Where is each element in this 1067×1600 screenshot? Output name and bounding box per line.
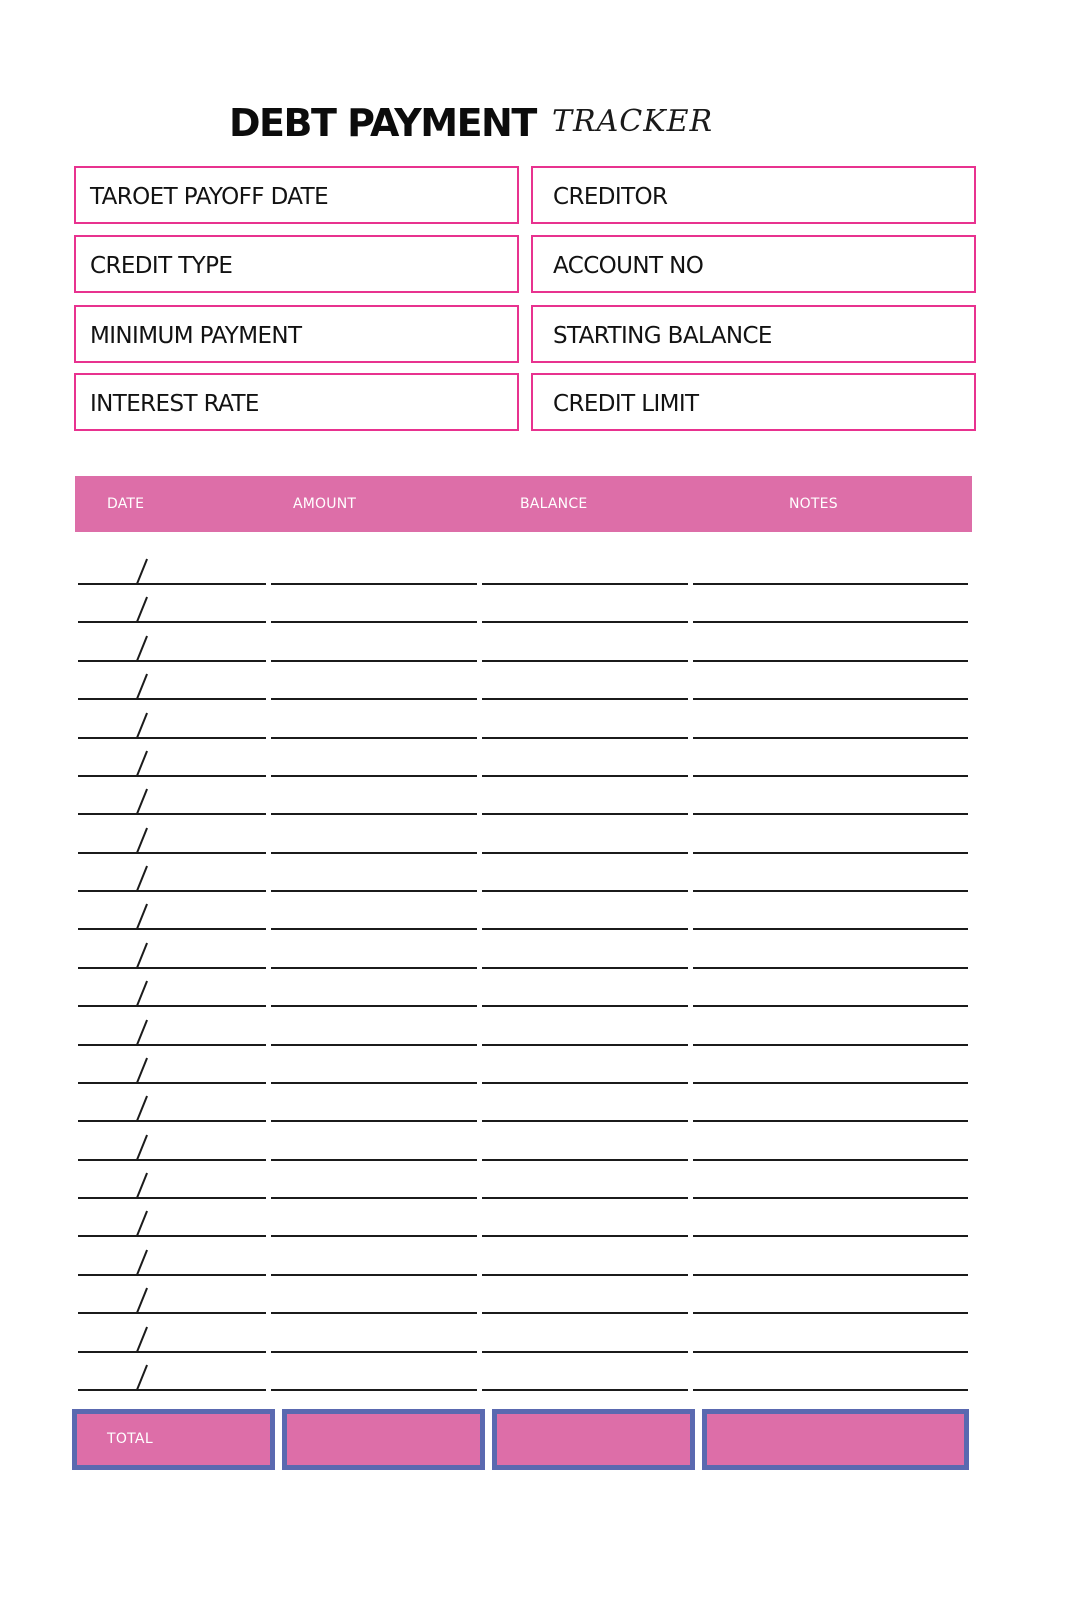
notes-entry-line[interactable] — [693, 1044, 968, 1046]
amount-entry-line[interactable] — [271, 660, 477, 662]
notes-entry-line[interactable] — [693, 928, 968, 930]
creditor-field[interactable] — [531, 166, 976, 224]
notes-entry-line[interactable] — [693, 1159, 968, 1161]
balance-entry-line[interactable] — [482, 1197, 688, 1199]
date-separator-slash — [136, 674, 148, 700]
column-header-date: DATE — [107, 496, 145, 512]
notes-entry-line[interactable] — [693, 1235, 968, 1237]
date-entry-line[interactable] — [78, 737, 266, 739]
balance-entry-line[interactable] — [482, 890, 688, 892]
balance-entry-line[interactable] — [482, 1120, 688, 1122]
date-separator-slash — [136, 1058, 148, 1084]
balance-entry-line[interactable] — [482, 698, 688, 700]
amount-entry-line[interactable] — [271, 852, 477, 854]
date-separator-slash — [136, 943, 148, 969]
date-entry-line[interactable] — [78, 621, 266, 623]
date-entry-line[interactable] — [78, 698, 266, 700]
notes-entry-line[interactable] — [693, 1005, 968, 1007]
notes-entry-line[interactable] — [693, 890, 968, 892]
date-entry-line[interactable] — [78, 928, 266, 930]
date-entry-line[interactable] — [78, 1082, 266, 1084]
amount-entry-line[interactable] — [271, 928, 477, 930]
date-entry-line[interactable] — [78, 1351, 266, 1353]
notes-entry-line[interactable] — [693, 660, 968, 662]
notes-entry-line[interactable] — [693, 967, 968, 969]
date-entry-line[interactable] — [78, 1197, 266, 1199]
date-entry-line[interactable] — [78, 1044, 266, 1046]
column-header-amount: AMOUNT — [293, 496, 357, 512]
total-cell-notes[interactable] — [702, 1409, 969, 1470]
amount-entry-line[interactable] — [271, 583, 477, 585]
starting-balance-label: STARTING BALANCE — [553, 323, 772, 349]
table-header — [75, 476, 972, 532]
balance-entry-line[interactable] — [482, 813, 688, 815]
date-entry-line[interactable] — [78, 1312, 266, 1314]
balance-entry-line[interactable] — [482, 1159, 688, 1161]
date-entry-line[interactable] — [78, 1235, 266, 1237]
amount-entry-line[interactable] — [271, 1351, 477, 1353]
balance-entry-line[interactable] — [482, 1082, 688, 1084]
total-cell-balance[interactable] — [492, 1409, 695, 1470]
date-separator-slash — [136, 1096, 148, 1122]
notes-entry-line[interactable] — [693, 583, 968, 585]
balance-entry-line[interactable] — [482, 1044, 688, 1046]
notes-entry-line[interactable] — [693, 698, 968, 700]
notes-entry-line[interactable] — [693, 1389, 968, 1391]
amount-entry-line[interactable] — [271, 1044, 477, 1046]
amount-entry-line[interactable] — [271, 621, 477, 623]
notes-entry-line[interactable] — [693, 737, 968, 739]
total-cell-date — [72, 1409, 275, 1470]
title-subtitle: TRACKER — [552, 104, 714, 139]
date-separator-slash — [136, 789, 148, 815]
amount-entry-line[interactable] — [271, 1005, 477, 1007]
balance-entry-line[interactable] — [482, 1005, 688, 1007]
notes-entry-line[interactable] — [693, 621, 968, 623]
date-separator-slash — [136, 751, 148, 777]
notes-entry-line[interactable] — [693, 1274, 968, 1276]
credit-type-field[interactable] — [74, 235, 519, 293]
date-separator-slash — [136, 636, 148, 662]
balance-entry-line[interactable] — [482, 1235, 688, 1237]
total-cell-amount[interactable] — [282, 1409, 485, 1470]
date-entry-line[interactable] — [78, 967, 266, 969]
balance-entry-line[interactable] — [482, 1351, 688, 1353]
column-header-balance: BALANCE — [520, 496, 588, 512]
date-entry-line[interactable] — [78, 813, 266, 815]
amount-entry-line[interactable] — [271, 1120, 477, 1122]
notes-entry-line[interactable] — [693, 775, 968, 777]
minimum-payment-label: MINIMUM PAYMENT — [90, 323, 302, 349]
amount-entry-line[interactable] — [271, 1274, 477, 1276]
creditor-label: CREDITOR — [553, 184, 668, 210]
amount-entry-line[interactable] — [271, 967, 477, 969]
notes-entry-line[interactable] — [693, 813, 968, 815]
date-separator-slash — [136, 828, 148, 854]
amount-entry-line[interactable] — [271, 1082, 477, 1084]
amount-entry-line[interactable] — [271, 737, 477, 739]
date-separator-slash — [136, 1327, 148, 1353]
date-entry-line[interactable] — [78, 1120, 266, 1122]
balance-entry-line[interactable] — [482, 621, 688, 623]
date-separator-slash — [136, 1250, 148, 1276]
date-separator-slash — [136, 1365, 148, 1391]
date-separator-slash — [136, 1135, 148, 1161]
date-separator-slash — [136, 1173, 148, 1199]
date-separator-slash — [136, 1211, 148, 1237]
notes-entry-line[interactable] — [693, 1082, 968, 1084]
interest-rate-field[interactable] — [74, 373, 519, 431]
date-separator-slash — [136, 1288, 148, 1314]
date-entry-line[interactable] — [78, 852, 266, 854]
starting-balance-field[interactable] — [531, 305, 976, 363]
account-no-label: ACCOUNT NO — [553, 253, 704, 279]
balance-entry-line[interactable] — [482, 928, 688, 930]
balance-entry-line[interactable] — [482, 583, 688, 585]
date-entry-line[interactable] — [78, 1159, 266, 1161]
interest-rate-label: INTEREST RATE — [90, 391, 259, 417]
balance-entry-line[interactable] — [482, 852, 688, 854]
notes-entry-line[interactable] — [693, 1312, 968, 1314]
target-payoff-date-field[interactable] — [74, 166, 519, 224]
date-separator-slash — [136, 713, 148, 739]
target-payoff-date-label: TAROET PAYOFF DATE — [90, 184, 329, 210]
title-main: DEBT PAYMENT — [229, 101, 536, 145]
notes-entry-line[interactable] — [693, 1120, 968, 1122]
notes-entry-line[interactable] — [693, 1197, 968, 1199]
date-entry-line[interactable] — [78, 1389, 266, 1391]
total-label: TOTAL — [107, 1431, 153, 1447]
date-entry-line[interactable] — [78, 890, 266, 892]
date-entry-line[interactable] — [78, 775, 266, 777]
credit-type-label: CREDIT TYPE — [90, 253, 233, 279]
date-separator-slash — [136, 866, 148, 892]
account-no-field[interactable] — [531, 235, 976, 293]
balance-entry-line[interactable] — [482, 775, 688, 777]
minimum-payment-field[interactable] — [74, 305, 519, 363]
date-separator-slash — [136, 559, 148, 585]
date-separator-slash — [136, 904, 148, 930]
balance-entry-line[interactable] — [482, 737, 688, 739]
credit-limit-label: CREDIT LIMIT — [553, 391, 699, 417]
date-entry-line[interactable] — [78, 583, 266, 585]
amount-entry-line[interactable] — [271, 1389, 477, 1391]
credit-limit-field[interactable] — [531, 373, 976, 431]
balance-entry-line[interactable] — [482, 967, 688, 969]
column-header-notes: NOTES — [789, 496, 838, 512]
date-separator-slash — [136, 981, 148, 1007]
amount-entry-line[interactable] — [271, 775, 477, 777]
amount-entry-line[interactable] — [271, 698, 477, 700]
amount-entry-line[interactable] — [271, 813, 477, 815]
balance-entry-line[interactable] — [482, 660, 688, 662]
date-entry-line[interactable] — [78, 1274, 266, 1276]
amount-entry-line[interactable] — [271, 1312, 477, 1314]
balance-entry-line[interactable] — [482, 1389, 688, 1391]
balance-entry-line[interactable] — [482, 1312, 688, 1314]
amount-entry-line[interactable] — [271, 1197, 477, 1199]
amount-entry-line[interactable] — [271, 1235, 477, 1237]
date-entry-line[interactable] — [78, 1005, 266, 1007]
date-separator-slash — [136, 1020, 148, 1046]
amount-entry-line[interactable] — [271, 890, 477, 892]
notes-entry-line[interactable] — [693, 852, 968, 854]
balance-entry-line[interactable] — [482, 1274, 688, 1276]
notes-entry-line[interactable] — [693, 1351, 968, 1353]
date-entry-line[interactable] — [78, 660, 266, 662]
date-separator-slash — [136, 597, 148, 623]
amount-entry-line[interactable] — [271, 1159, 477, 1161]
